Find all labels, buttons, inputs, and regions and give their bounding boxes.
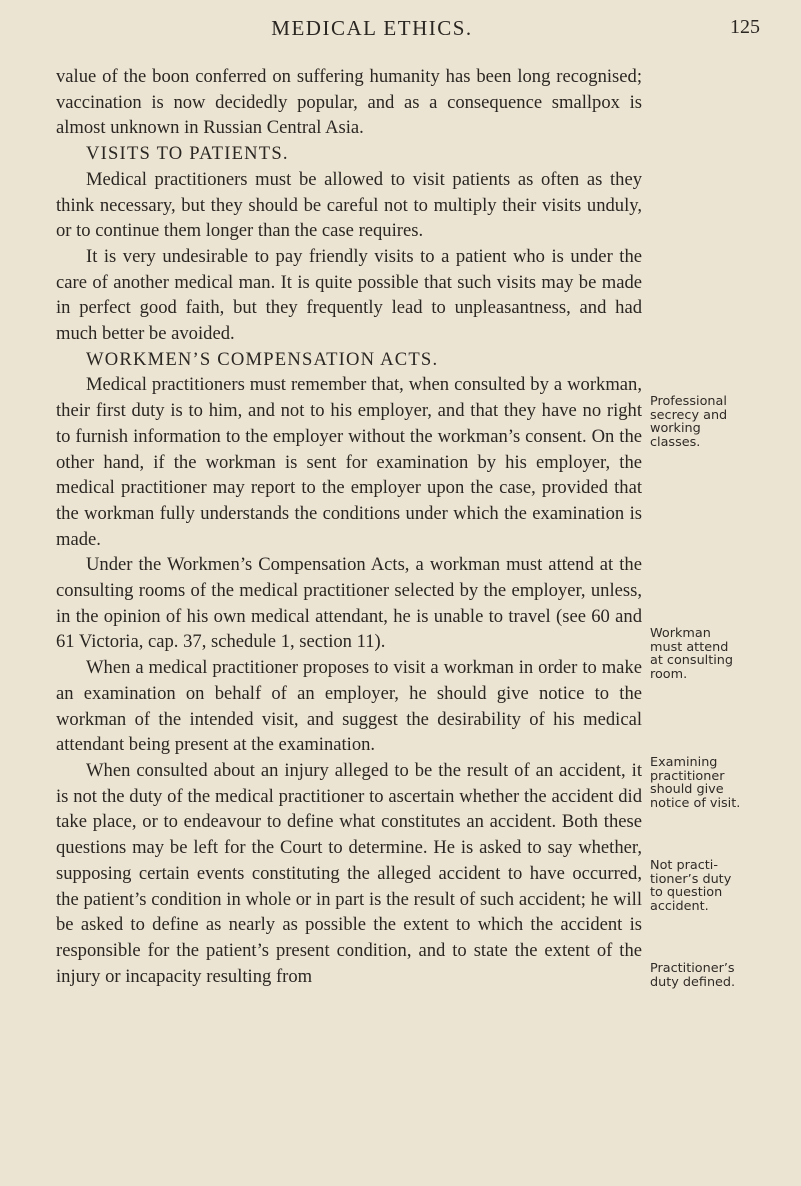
section-heading-workmen: WORKMEN’S COMPENSATION ACTS. bbox=[86, 348, 439, 370]
paragraph-visits-frequency: Medical practitioners must be allowed to visit patients as often as they think necessary, but they should be careful not to multiply their visits unduly, or to continue them longer than the case requires. bbox=[56, 168, 642, 242]
margin-note-line: Practitioner’s bbox=[650, 961, 735, 976]
margin-note-line: Professional bbox=[650, 394, 727, 409]
margin-note-line: at consulting bbox=[650, 653, 734, 668]
margin-note-line: Examining bbox=[650, 755, 718, 770]
paragraph-notice-of-visit: When a medical practitioner proposes to visit a workman in order to make an examination on behalf of an employer, he should give notice to the workman of the intended visit, and suggest the desirability of his medical attendant being present at the examination. bbox=[56, 657, 642, 756]
margin-note-line: accident. bbox=[650, 898, 709, 914]
paragraph-friendly-visits: It is very undesirable to pay friendly visits to a patient who is under the care of another medical man. It is quite possible that such visits may be made in perfect good faith, but they frequently lead to unpleasantness, and had much better be avoided. bbox=[56, 245, 642, 345]
margin-note-line: secrecy and bbox=[650, 407, 728, 423]
margin-note-workman-attend bbox=[650, 627, 800, 681]
running-title: MEDICAL ETHICS. bbox=[271, 16, 473, 40]
margin-note-line: must attend bbox=[650, 639, 729, 655]
margin-note-examining-practitioner bbox=[650, 756, 800, 810]
margin-note-line: notice of visit. bbox=[650, 795, 741, 811]
paragraph-consulting-rooms: Under the Workmen’s Compensation Acts, a workman must attend at the consulting rooms of the medical practitioner selected by the employer, unless, in the opinion of his own medical attendant, he is unable to travel (see 60 and 61 Victoria, cap. 37, schedule 1, section 11). bbox=[56, 554, 642, 653]
margin-note-line: practitioner bbox=[650, 768, 725, 784]
margin-note-line: tioner’s duty bbox=[650, 871, 732, 887]
running-head bbox=[0, 10, 801, 46]
body-text bbox=[56, 64, 642, 989]
paragraph-continuation: value of the boon conferred on suffering humanity has been long recognised; vaccination is now decidedly popular, and as a consequence smallpox is almost unknown in Russian Central Asia. bbox=[56, 66, 642, 139]
paragraph-professional-secrecy: Medical practitioners must remember that, when consulted by a workman, their first duty is to him, and not to his employer, and that they have no right to furnish information to the employer without the workman’s consent. On the other hand, if the workman is sent for examination by his employer, the medical practitioner may report to the employer upon the case, provided that the workman fully understands the conditions under which the examination is made. bbox=[56, 374, 642, 550]
margin-note-line: classes. bbox=[650, 434, 701, 450]
margin-note-line: room. bbox=[650, 666, 688, 682]
margin-note-line: duty defined. bbox=[650, 974, 736, 990]
margin-note-duty-defined bbox=[650, 962, 800, 989]
margin-note-line: Not practi- bbox=[650, 858, 718, 873]
margin-note-line: to question bbox=[650, 885, 723, 900]
page-number: 125 bbox=[730, 16, 760, 38]
margin-note-line: working bbox=[650, 421, 701, 436]
margin-note-professional-secrecy bbox=[650, 395, 800, 449]
margin-note-line: should give bbox=[650, 782, 724, 797]
margin-note-line: Workman bbox=[650, 626, 711, 641]
margin-note-not-practitioners-duty bbox=[650, 859, 800, 913]
paragraph-accident-duty: When consulted about an injury alleged to be the result of an accident, it is not the duty of the medical practitioner to ascertain whether the accident did take place, or to endeavour to define what constitutes an accident. Both these questions may be left for the Court to determine. He is asked to say whether, supposing certain events constituting the alleged accident to have occurred, the patient’s condition in whole or in part is the result of such accident; he will be asked to define as nearly as possible the extent to which the accident is responsible for the patient’s present condition, and to state the extent of the injury or incapacity resulting from bbox=[56, 759, 642, 987]
section-heading-visits: VISITS TO PATIENTS. bbox=[86, 143, 289, 165]
